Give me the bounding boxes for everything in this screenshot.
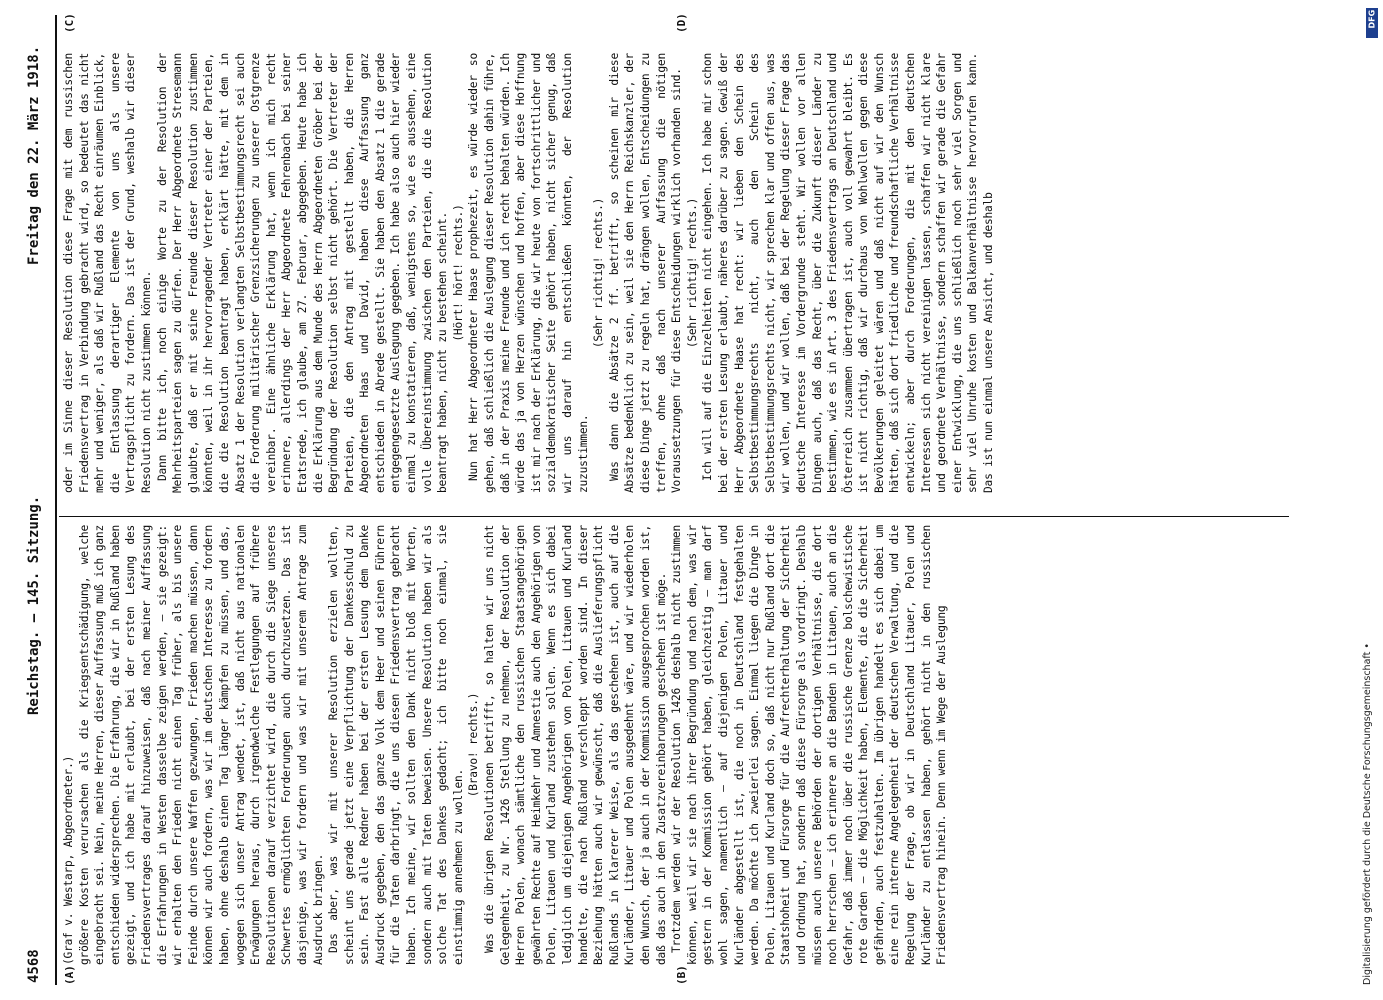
paragraph: Dann bitte ich, noch einige Worte zu der Resolution der Mehrheitsparteien sagen zu dürfen. Der Herr Abgeordnete Stresemann glaubte, daß er mit seine Freunde dieser Resolution zustimmen könnten, weil in ihr hervorragender Vertreter einer der Parteien, die die Resolution beantragt haben, erklärt hätte, mit dem in Absatz 1 der Resolution verlangten Selbstbestimmungsrecht sei auch die Forderung militärischer Grenzsicherungen zu unserer Ostgrenze vereinbar. Eine ähnliche Erklärung hat, wenn ich mich recht erinnere, allerdings der Herr Abgeordnete Fehrenbach bei seiner Etatsrede, ich glaube, am 27. Februar, abgegeben. Heute habe ich die Erklärung aus dem Munde des Herrn Abgeordneten Gröber bei der Begründung der Resolution selbst nicht gehört. Die Vertreter der Parteien, die den Antrag mit gestellt haben, die Herren Abgeordneten Haas und David, haben diese Auffassung ganz entschieden in Abrede gestellt. Sie haben den Absatz 1 die gerade entgegengesetzte Auslegung gegeben. Ich habe also auch hier wieder einmal zu konstatieren, daß, wenigstens so, wie es aussehen, eine volle Übereinstimmung zwischen den Parteien, die die Resolution beantragt haben, nicht zu bestehen scheint. <box>155 53 450 493</box>
paragraph: Das aber, was wir mit unserer Resolution erzielen wollten, scheint uns gerade jetzt eine Verpflichtung der Dankesschuld zu sein. Fast alle Redner haben bei der ersten Lesung dem Danke Ausdruck gegeben, den das ganze Volk dem Heer und seinen Führern für die Taten darbringt, die uns diesen Friedensvertrag gebracht haben. Ich meine, wir sollten den Dank nicht bloß mit Worten, sondern auch mit Taten beweisen. Unsere Resolution haben wir als solche Tat des Dankes gedacht; ich bitte noch einmal, sie einstimmig annehmen zu wollen. <box>327 525 465 965</box>
margin-letter-a: (A) <box>63 965 76 985</box>
speaker-line: (Graf v. Westarp, Abgeordneter.) <box>62 755 75 965</box>
column-divider <box>59 516 1289 517</box>
rotated-page <box>15 15 1315 985</box>
paragraph: Ich will auf die Einzelheiten nicht eingehen. Ich habe mir schon bei der ersten Lesung erlaubt, näheres darüber zu sagen. Gewiß der Herr Abgeordnete Haase hat recht: wir lieben den Schein des Selbstbestimmungsrechts nicht, auch den Schein des Selbstbestimmungsrechts nicht, wir sprechen klar und offen aus, was wir wollen, und wir wollen, daß bei der Regelung dieser Frage das deutsche Interesse im Vordergrunde steht. Wir wollen vor allen Dingen auch, daß das Recht, über die Zukunft dieser Länder zu bestimmen, wie es in Art. 3 des Friedensvertrags an Deutschland und Österreich zusammen übertragen ist, auch voll gewahrt bleibt. Es ist nicht richtig, daß wir durchaus von Wohlwollen gegen diese Bevölkerungen geleitet wären und daß nicht auf wir den Wunsch hätten, daß sich dort friedliche und freundschaftliche Verhältnisse entwickeln; aber durch Forderungen, die mit den deutschen Interessen sich nicht vereinigen lassen, schaffen wir nicht klare und geordnete Verhältnisse, sondern schaffen wir gerade die Gefahr einer Entwicklung, die uns schließlich noch sehr viel Sorgen und sehr viel Unruhe kosten und Balkanverhältnisse hervorrufen kann. Das ist nun einmal unsere Ansicht, und deshalb <box>701 53 996 493</box>
interjection: (Hört! hört! rechts.) <box>451 204 465 342</box>
margin-letter-d: (D) <box>675 13 688 33</box>
interjection: (Bravo! rechts.) <box>467 692 481 798</box>
margin-letter-b: (B) <box>675 965 688 985</box>
interjection: (Sehr richtig! rechts.) <box>685 197 699 349</box>
digitization-credit: Digitalisierung gefördert durch die Deutsche Forschungsgemeinschaft • <box>1362 643 1373 985</box>
margin-letter-c: (C) <box>63 13 76 33</box>
dfg-logo <box>1366 8 1378 38</box>
page-number: 4568 <box>26 949 42 983</box>
right-column <box>61 53 1291 493</box>
paragraph: Trotzdem werden wir der Resolution 1426 deshalb nicht zustimmen können, weil wir sie nach ihrer Begründung und nach dem, was wir gestern in der Kommission gehört haben, gleichzeitig — man darf wohl sagen, namentlich — auf diejenigen Polen, Litauer und Kurländer abgestellt ist, die noch in Deutschland festgehalten werden. Da möchte ich zweierlei sagen. Einmal liegen die Dinge in Polen, Litauen und Kurland doch so, daß nicht nur Rußland dort die Staatshoheit und Fürsorge für die Aufrechterhaltung der Sicherheit und Ordnung hat, sondern daß diese Fürsorge als vordringt. Deshalb müssen auch unsere Behörden der dortigen Verhältnisse, die dort noch herrschen — ich erinnere an die Banden in Litauen, auch an die Gefahr, daß immer noch über die russische Grenze bolschewistische rote Garden — die Möglichkeit haben, Elemente, die die Sicherheit gefährden, auch festzuhalten. Im übrigen handelt es sich dabei um eine rein interne Angelegenheit der deutschen Verwaltung, und die Regelung der Frage, ob wir in Deutschland Litauer, Polen und Kurländer zu entlassen haben, gehört nicht in den russischen Friedensvertrag hinein. Denn wenn im Wege der Auslegung <box>670 525 949 965</box>
paragraph: oder im Sinne dieser Resolution diese Frage mit dem russischen Friedensvertrag in Verbindung gebracht wird, so bedeutet das nicht mehr und weniger, als daß wir Rußland das Recht einräumen Einblick, die Entlassung derartiger Elemente von uns als unsere Vertragspflicht zu fordern. Das ist der Grund, weshalb wir dieser Resolution nicht zustimmen können. <box>62 53 153 493</box>
dfg-logo-text: DFG <box>1367 9 1377 29</box>
left-column <box>61 525 1291 965</box>
interjection: (Sehr richtig! rechts.) <box>592 197 606 349</box>
paragraph: Was die übrigen Resolutionen betrifft, so halten wir uns nicht Gelegenheit, zu Nr. 1426 Stellung zu nehmen, der Resolution der Herren Polen, wonach sämtliche den russischen Staatsangehörigen gewährten Rechte auf Heimkehr und Amnestie auch den Angehörigen von Polen, Litauen und Kurland zustehen sollen. Wenn es sich dabei lediglich um diejenigen Angehörigen von Polen, Litauen und Kurland handelte, die nach Rußland verschleppt worden sind. In dieser Beziehung hätten auch wir gewünscht, daß die Auslieferungspflicht Rußlands in klarerer Weise, als das geschehen ist, auch auf die Kurländer, Litauer und Polen ausgedehnt wäre, und wir wiederholen den Wunsch, der ja auch in der Kommission ausgesprochen worden ist, daß das auch in den Zusatzvereinbarungen geschehen ist möge. <box>483 525 668 965</box>
header-rule <box>55 15 57 985</box>
paragraph: größere Kosten verursachen als die Kriegsentschädigung, welche eingebracht sei. Nein, meine Herren, dieser Auffassung muß ich ganz entschieden widersprechen. Die Erfahrung, die wir in Rußland haben gezeigt, und ich habe mit erlaubt, bei der ersten Lesung des Friedensvertrages darauf hinzuweisen, daß nach meiner Auffassung die Erfahrungen in Westen dasselbe zeigen werden, — sie gezeigt: wir erhalten den Frieden nicht einen Tag früher, als bis unsere Feinde durch unsere Waffen gezwungen, Frieden machen müssen, dann können wir auch fordern, was wir im deutschen Interesse zu fordern haben, ohne deshalb einen Tag länger kämpfen zu müssen, und das, wogegen sich unser Antrag wendet, ist, daß nicht aus nationalen Erwägungen heraus, durch irgendwelche Festlegungen auf frühere Resolutionen darauf verzichtet wird, die durch die Siege unseres Schwertes ermöglichten Forderungen auch durchzusetzen. Das ist dasjenige, was wir fordern und was wir mit unserem Antrage zum Ausdruck bringen. <box>77 525 325 965</box>
session-date: Freitag den 22. März 1918. <box>26 45 42 265</box>
page-header <box>15 15 53 985</box>
session-title: Reichstag. — 145. Sitzung. <box>26 495 42 715</box>
paragraph: Was dann die Absätze 2 ff. betrifft, so scheinen mir diese Absätze bedenklich zu sein, weil sie den Herrn Reichskanzler, der diese Dinge jetzt zu regeln hat, drängen wollen, Entscheidungen zu treffen, ohne daß nach unserer Auffassung die nötigen Voraussetzungen für diese Entscheidungen wirklich vorhanden sind. <box>607 53 684 493</box>
paragraph: Nun hat Herr Abgeordneter Haase prophezeit, es würde wieder so gehen, daß schließlich die Auslegung dieser Resolution dahin führe, daß in der Praxis meine Freunde und ich recht behalten würden. Ich würde das ja von Herzen wünschen und hoffen, aber diese Hoffnung ist mir nach der Erklärung, die wir heute von fortschrittlicher und sozialdemokratischer Seite gehört haben, nicht sicher genug, daß wir uns darauf hin entschließen könnten, der Resolution zuzustimmen. <box>467 53 590 493</box>
